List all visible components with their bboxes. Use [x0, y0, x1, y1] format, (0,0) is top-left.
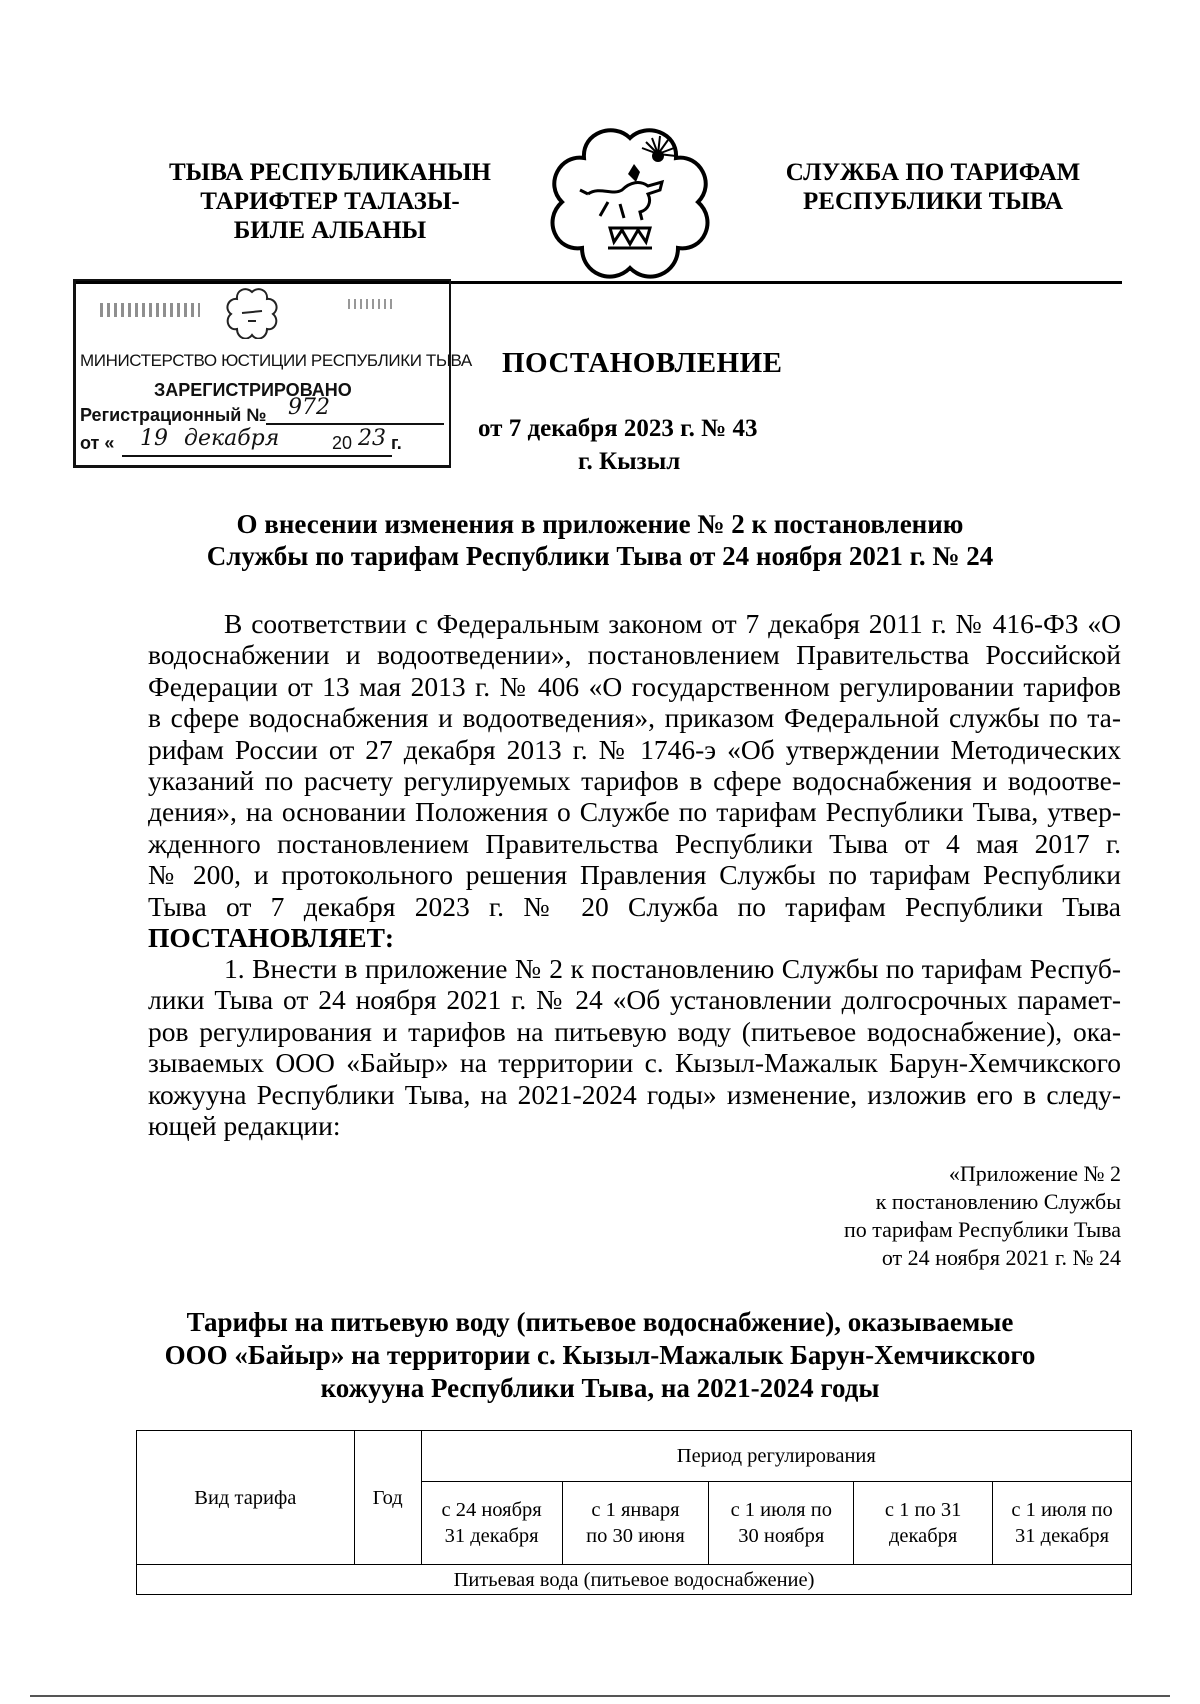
- stamp-from-label: от «: [80, 433, 115, 453]
- table-header-row: [137, 1431, 1132, 1482]
- stamp-smudge-right: [348, 299, 392, 309]
- document-title: О внесении изменения в приложение № 2 к постановлению Службы по тарифам Республики Тыва от 24 ноября 2021 г. № 24: [206, 509, 994, 571]
- period-cell: с 1 по 31 декабря: [854, 1482, 993, 1565]
- org-name-russian: СЛУЖБА ПО ТАРИФАМ РЕСПУБЛИКИ ТЫВА: [785, 159, 1081, 215]
- stamp-registered: ЗАРЕГИСТРИРОВАНО: [154, 380, 352, 400]
- stamp-year-end: г.: [391, 433, 402, 453]
- stamp-reg-label: Регистрационный №: [80, 405, 267, 425]
- stamp-day: 19: [140, 426, 168, 451]
- header-period: Период регулирования: [421, 1431, 1131, 1482]
- stamp-date-underline: [122, 455, 392, 457]
- stamp-year-suffix: 23: [358, 426, 386, 451]
- period-cell: с 1 января по 30 июня: [562, 1482, 709, 1565]
- org-name-tuvan: ТЫВА РЕСПУБЛИКАНЫН ТАРИФТЕР ТАЛАЗЫ- БИЛЕ АЛБАНЫ: [168, 159, 492, 244]
- resolves-keyword: ПОСТАНОВЛЯЕТ:: [148, 922, 395, 954]
- appendix-reference: «Приложение № 2 к постановлению Службы по тарифам Республики Тыва от 24 ноября 2021 г. № 24: [844, 1161, 1121, 1270]
- preamble-paragraph: В соответствии с Федеральным законом от 7 декабря 2011 г. № 416-ФЗ «О водоснабжении и водоотведении», постановлением Правительства Российской Федерации от 13 мая 2013 г. № 406 «О государственном регулировании тарифов в сфере водоснабжения и водоотведения», приказом Федеральной службы по та- рифам России от 27 декабря 2013 г. № 1746-э «Об утверждении Методических указаний по расчету регулируемых тарифов в сфере водоснабжения и водоотве- дения», на основании Положения о Службе по тарифам Республики Тыва, утвер- жденного постановлением Правительства Республики Тыва от 4 мая 2017 г. № 200, и протокольного решения Правления Службы по тарифам Республики Тыва от 7 декабря 2023 г. № 20 Служба по тарифам Республики Тыва ПОСТАНОВЛЯЕТ:: [148, 608, 1121, 954]
- stamp-reg-number: 972: [288, 395, 330, 420]
- stamp-month: декабря: [184, 426, 280, 451]
- stamp-year-prefix: 20: [332, 433, 353, 453]
- period-cell: с 24 ноября 31 декабря: [421, 1482, 562, 1565]
- table-section-row: [137, 1565, 1132, 1595]
- tariff-table: [136, 1430, 1132, 1595]
- document-type: ПОСТАНОВЛЕНИЕ: [502, 347, 783, 379]
- stamp-smudge: [100, 303, 200, 317]
- page-bottom-edge: [30, 1695, 1170, 1697]
- header-tariff-type: Вид тарифа: [137, 1431, 355, 1565]
- registration-stamp: [73, 279, 472, 468]
- document-place: г. Кызыл: [578, 448, 681, 475]
- item-1-paragraph: 1. Внести в приложение № 2 к постановлению Службы по тарифам Респуб- лики Тыва от 24 ноября 2021 г. № 24 «Об установлении долгосрочных парамет- ров регулирования и тарифов на питьевую воду (питьевое водоснабжение), ока- зываемых ООО «Байыр» на территории с. Кызыл-Мажалык Барун-Хемчикского кожууна Республики Тыва, на 2021-2024 годы» изменение, изложив его в следу- ющей редакции:: [148, 953, 1121, 1142]
- period-cell: с 1 июля по 31 декабря: [993, 1482, 1132, 1565]
- coat-of-arms-emblem: [548, 124, 712, 284]
- table-title: Тарифы на питьевую воду (питьевое водоснабжение), оказываемые ООО «Байыр» на территории с. Кызыл-Мажалык Барун-Хемчикского кожууна Республики Тыва, на 2021-2024 годы: [164, 1307, 1036, 1403]
- period-cell: с 1 июля по 30 ноября: [709, 1482, 854, 1565]
- stamp-reg-underline: [266, 423, 444, 425]
- header-year: Год: [354, 1431, 421, 1565]
- stamp-ministry: МИНИСТЕРСТВО ЮСТИЦИИ РЕСПУБЛИКИ ТЫВА: [80, 351, 472, 370]
- stamp-emblem-icon: [226, 287, 278, 339]
- section-drinking-water: Питьевая вода (питьевое водоснабжение): [137, 1565, 1132, 1595]
- document-date-number: от 7 декабря 2023 г. № 43: [478, 415, 758, 442]
